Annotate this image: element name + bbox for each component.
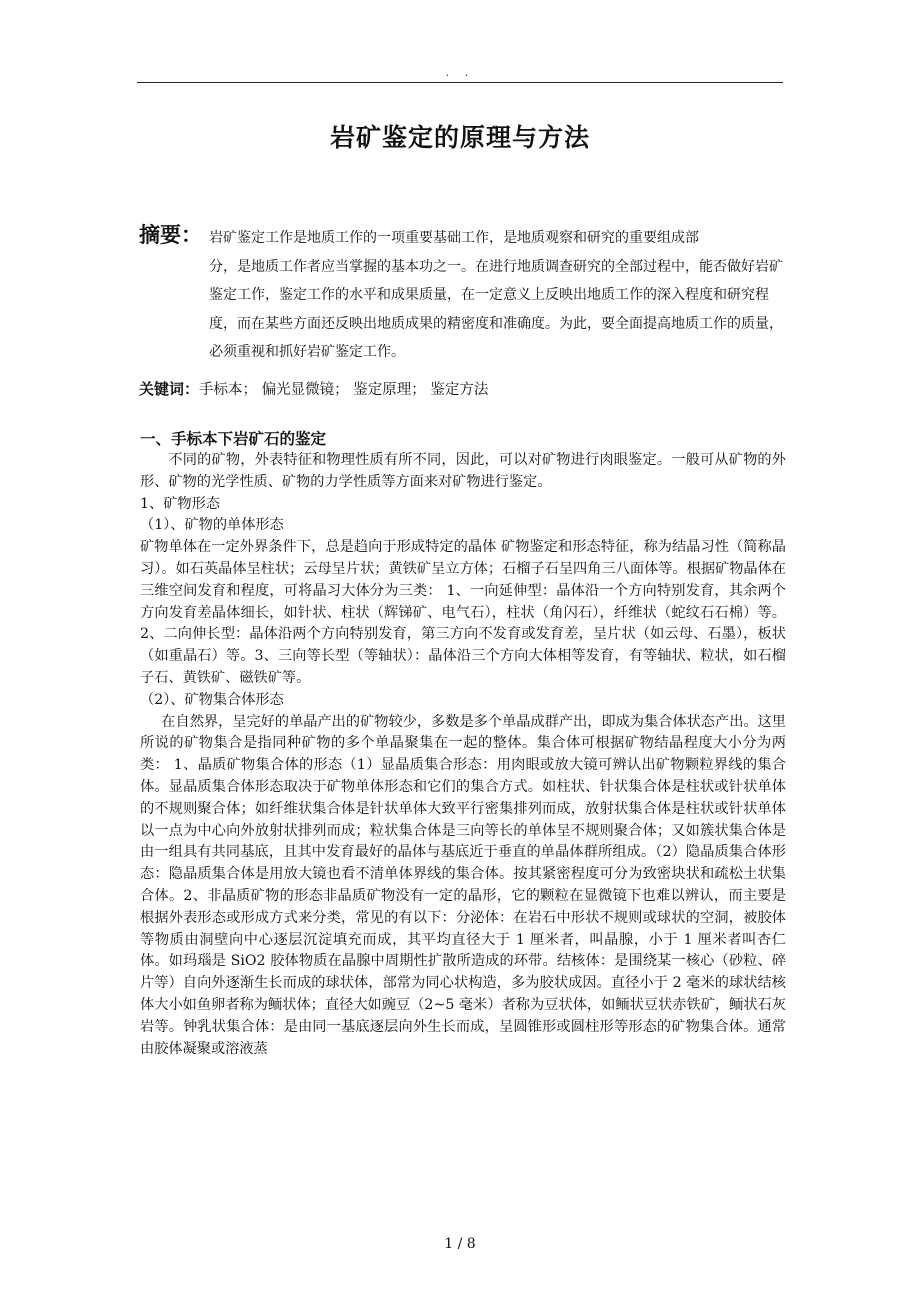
body-text [140,428,786,1060]
paragraph-aggregate-form: 在自然界，呈完好的单晶产出的矿物较少，多数是多个单晶成群产出，即成为集合体状态产出。这里所说的矿物集合是指同种矿物的多个单晶聚集在一起的整体。集合体可根据矿物结晶程度大小分为两类： 1、晶质矿物集合体的形态（1）显晶质集合形态：用肉眼或放大镜可辨认出矿物颗粒界线的集合体。显晶质集合体形态取决于矿物单体形态和它们的集合方式。如柱状、针状集合体是柱状或针状单体的不规则聚合体；如纤维状集合体是针状单体大致平行密集排列而成，放射状集合体是柱状或针状单体以一点为中心向外放射状排列而成；粒状集合体是三向等长的单体呈不规则聚合体；又如簇状集合体是由一组具有共同基底，且其中发育最好的晶体与基底近于垂直的单晶体群所组成。（2）隐晶质集合体形态：隐晶质集合体是用放大镜也看不清单体界线的集合体。按其紧密程度可分为致密块状和疏松土状集合体。2、非晶质矿物的形态非晶质矿物没有一定的晶形，它的颗粒在显微镜下也难以辨认，而主要是根据外表形态或形成方式来分类，常见的有以下：分泌体：在岩石中形状不规则或球状的空洞，被胶体等物质由洞壁向中心逐层沉淀填充而成，其平均直径大于 1 厘米者，叫晶腺，小于 1 厘米者叫杏仁体。如玛瑙是 SiO2 胶体物质在晶腺中周期性扩散所造成的环带。结核体：是围绕某一核心（砂粒、碎片等）自向外逐渐生长而成的球状体，部常为同心状构造，多为胶状成因。直径小于 2 毫米的球状结核体大小如鱼卵者称为鲕状体；直径大如豌豆（2~5 毫米）者称为豆状体，如鲕状豆状赤铁矿，鲕状石灰岩等。钟乳状集合体：是由同一基底逐层向外生长而成，呈圆锥形或圆柱形等形态的矿物集合体。通常由胶体凝聚或溶液蒸 [140,713,786,1057]
subheading-aggregate-form: （2）、矿物集合体形态 [140,691,284,708]
subheading-single-form: （1）、矿物的单体形态 [140,517,284,534]
section-heading: 一、手标本下岩矿石的鉴定 [140,429,327,448]
header-mark: . . [445,66,475,79]
abstract-text [209,224,787,367]
keywords-label: 关键词： [139,380,200,398]
abstract-label: 摘要： [139,222,202,247]
page-number: 1 / 8 [444,1236,476,1252]
keywords [139,378,488,399]
page-title: 岩矿鉴定的原理与方法 [329,123,590,152]
paragraph-intro: 不同的矿物，外表特征和物理性质有所不同，因此，可以对矿物进行肉眼鉴定。一般可从矿物的外形、矿物的光学性质、矿物的力学性质等方面来对矿物进行鉴定。 [140,452,786,490]
keywords-items: 手标本； 偏光显微镜； 鉴定原理； 鉴定方法 [199,382,489,398]
paragraph-single-form: 矿物单体在一定外界条件下，总是趋向于形成特定的晶体 矿物鉴定和形态特征，称为结晶习性（简称晶习）。如石英晶体呈柱状；云母呈片状；黄铁矿呈立方体；石榴子石呈四角三八面体等。根据矿物晶体在三维空间发育和程度，可将晶习大体分为三类： 1、一向延伸型：晶体沿一个方向特别发育，其余两个方向发育差晶体细长，如针状、柱状（辉锑矿、电气石），柱状（角闪石），纤维状（蛇纹石石棉）等。2、二向伸长型：晶体沿两个方向特别发育，第三方向不发育或发育差，呈片状（如云母、石墨），板状（如重晶石）等。3、三向等长型（等轴状）：晶体沿三个方向大体相等发育，有等轴状、粒状，如石榴子石、黄铁矿、磁铁矿等。 [140,539,786,686]
header-rule [137,82,783,83]
abstract-first-line: 岩矿鉴定工作是地质工作的一项重要基础工作，是地质观察和研究的重要组成部 [209,230,699,246]
subheading-mineral-form: 1、矿物形态 [140,495,220,512]
abstract-continuation: 分，是地质工作者应当掌握的基本功之一。在进行地质调查研究的全部过程中，能否做好岩矿鉴定工作，鉴定工作的水平和成果质量，在一定意义上反映出地质工作的深入程度和研究程度，而在某些方面还反映出地质成果的精密度和准确度。为此，要全面提高地质工作的质量，必须重视和抓好岩矿鉴定工作。 [209,258,783,361]
